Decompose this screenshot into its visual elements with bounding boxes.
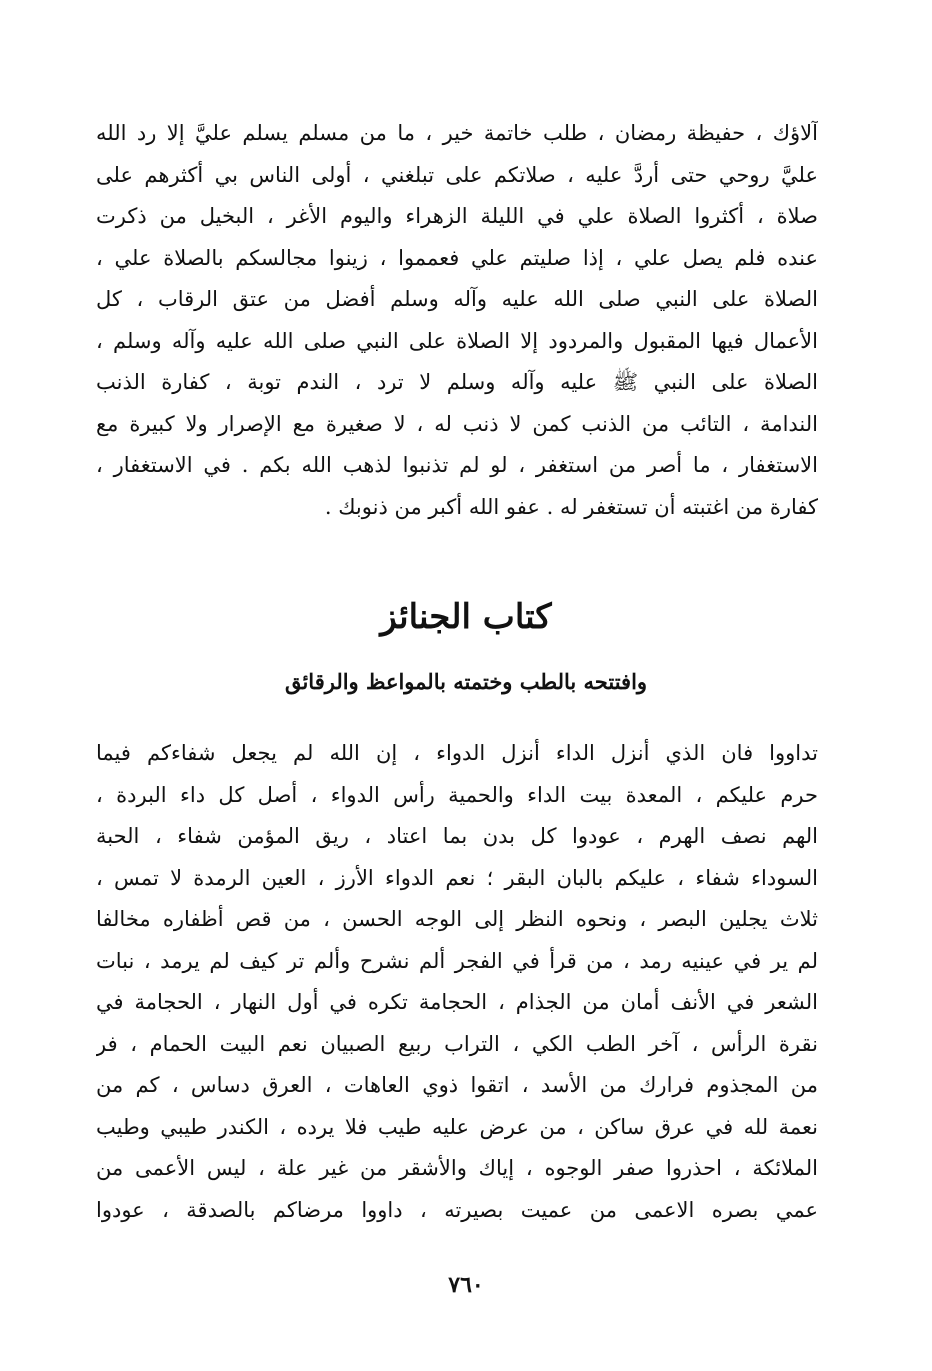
text-line: نقرة الرأس ، آخر الطب الكي ، التراب ربيع الصبيان نعم البيت الحمام ، فر <box>96 1031 818 1056</box>
text-line: لم ير في عينيه رمد ، من قرأ في الفجر ألم نشرح وألم تر كيف لم يرمد ، نبات <box>96 948 818 973</box>
paragraph-1 <box>96 113 818 528</box>
chapter-subtitle: وافتتحه بالطب وختمته بالمواعظ والرقائق <box>284 669 648 694</box>
text-line: صلاة ، أكثروا الصلاة علي في الليلة الزهراء واليوم الأغر ، البخيل من ذكرت <box>96 204 818 228</box>
text-line: تداووا فان الذي أنزل الداء أنزل الدواء ، إن الله لم يجعل شفاءكم فيما <box>96 741 818 765</box>
paragraph-2 <box>96 733 818 1231</box>
text-line: الصلاة على النبي ﷺ عليه وآله وسلم لا ترد ، الندم توبة ، كفارة الذنب <box>96 370 818 394</box>
text-line: عليَّ روحي حتى أردَّ عليه ، صلاتكم على تبلغني ، أولى الناس بي أكثرهم على <box>96 162 818 187</box>
text-line: من المجذوم فرارك من الأسد ، اتقوا ذوي العاهات ، العرق دساس ، كم من <box>96 1073 818 1097</box>
chapter-title: كتاب الجنائز <box>380 597 552 637</box>
text-line: الشعر في الأنف أمان من الجذام ، الحجامة تكره في أول النهار ، الحجامة في <box>96 990 818 1014</box>
page-number: ٧٦٠ <box>448 1272 484 1298</box>
text-line: آلاؤك ، حفيظة رمضان ، طلب خاتمة خير ، ما من مسلم يسلم عليَّ إلا رد الله <box>96 121 818 145</box>
text-line: حرم عليكم ، المعدة بيت الداء والحمية رأس الدواء ، أصل كل داء البردة ، <box>96 782 818 807</box>
text-line: نعمة لله في عرق ساكن ، من عرض عليه طيب فلا يرده ، الكندر طيبي وطيب <box>96 1114 818 1139</box>
text-line: الهم نصف الهرم ، عودوا كل بدن بما اعتاد ، ريق المؤمن شفاء ، الحبة <box>96 824 818 848</box>
text-line: الاستغفار ، ما أصر من استغفر ، لو لم تذنبوا لذهب الله بكم . في الاستغفار ، <box>96 453 818 477</box>
text-line: السوداء شفاء ، عليكم بالبان البقر ؛ نعم الدواء الأرز ، العين الرمدة لا تمس ، <box>96 865 818 890</box>
text-line: الندامة ، التائب من الذنب كمن لا ذنب له ، لا صغيرة مع الإصرار ولا كبيرة مع <box>96 411 818 436</box>
text-line: الأعمال فيها المقبول والمردود إلا الصلاة على النبي صلى الله عليه وآله وسلم ، <box>96 328 818 353</box>
text-line: ثلاث يجلين البصر ، ونحوه النظر إلى الوجه الحسن ، من قص أظفاره مخالفا <box>96 907 818 931</box>
text-line: كفارة من اغتبته أن تستغفر له . عفو الله أكبر من ذنوبك . <box>324 494 818 519</box>
text-line: عنده فلم يصل علي ، إذا صليتم علي فعمموا ، زينوا مجالسكم بالصلاة علي ، <box>96 245 818 270</box>
text-line: عمي بصره الاعمى من عميت بصيرته ، داووا مرضاكم بالصدقة ، عودوا <box>96 1197 818 1222</box>
text-line: الصلاة على النبي صلى الله عليه وآله وسلم أفضل من عتق الرقاب ، كل <box>96 287 818 311</box>
text-line: الملائكة ، احذروا صفر الوجوه ، إياك والأشقر من غير علة ، ليس الأعمى من <box>96 1156 818 1180</box>
